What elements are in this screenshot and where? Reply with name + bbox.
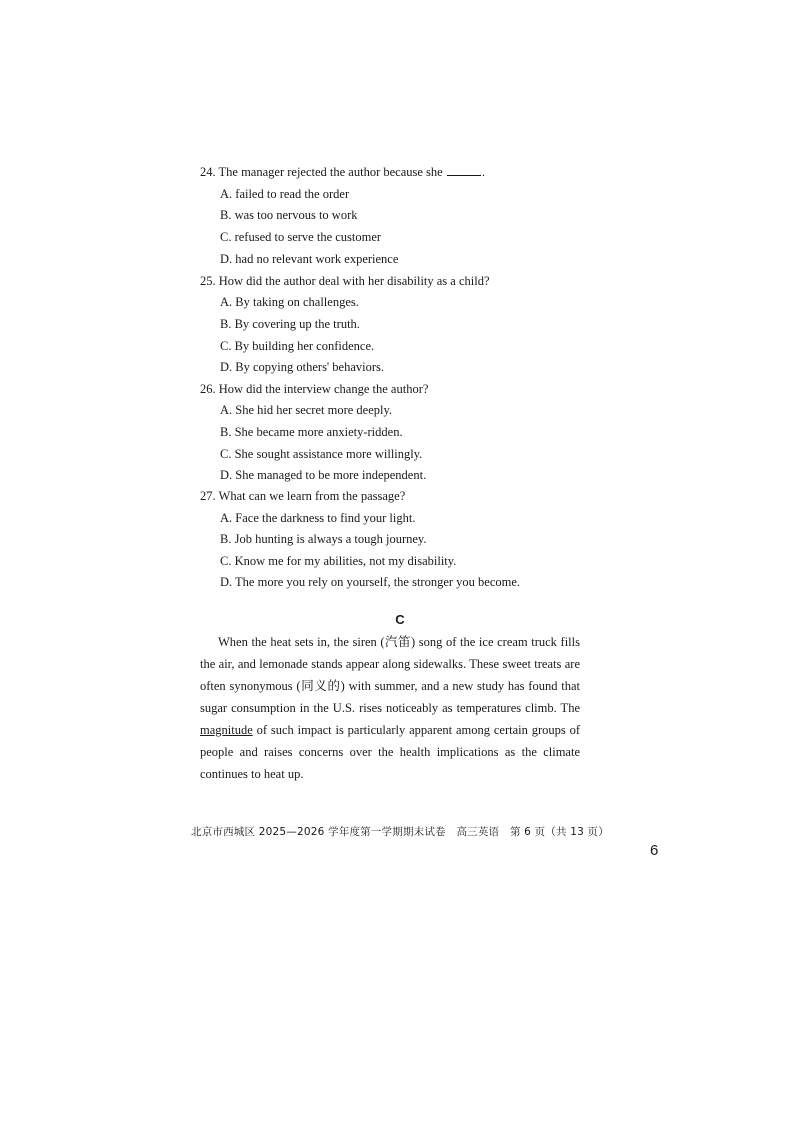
passage-text-part-1: When the heat sets in, the siren (汽笛) song of the ice cream truck fills the air, and lemonade stands appear along sidewalks. These sweet treats are often synonymous (同义的) with summer, and a new study has found that sugar consumption in the U.S. rises noticeably as temperatures climb. The [200, 635, 580, 715]
question-25-option-a: A. By taking on challenges. [220, 295, 359, 309]
section-c-passage [200, 631, 580, 785]
question-27-option-d: D. The more you rely on yourself, the stronger you become. [220, 575, 521, 589]
question-24-option-b: B. was too nervous to work [220, 208, 358, 222]
answer-blank [447, 165, 481, 176]
question-26-stem: 26. How did the interview change the author? [200, 382, 429, 396]
question-24-option-c: C. refused to serve the customer [220, 230, 382, 244]
passage-underlined-word: magnitude [200, 723, 253, 737]
question-25-option-b: B. By covering up the truth. [220, 317, 360, 331]
passage-text-part-2: of such impact is particularly apparent among certain groups of people and raises concerns over the health implications as the climate continues to heat up. [200, 723, 580, 781]
question-27-option-b: B. Job hunting is always a tough journey. [220, 532, 427, 546]
question-26-option-d: D. She managed to be more independent. [220, 468, 427, 482]
question-24-stem [200, 164, 485, 180]
page-number: 6 [650, 842, 659, 859]
question-26-option-b: B. She became more anxiety-ridden. [220, 425, 403, 439]
question-27-option-a: A. Face the darkness to find your light. [220, 511, 416, 525]
page-footer: 北京市西城区 2025—2026 学年度第一学期期末试卷 高三英语 第 6 页（共 13 页） [191, 826, 609, 838]
question-26-option-a: A. She hid her secret more deeply. [220, 403, 393, 417]
question-25-stem: 25. How did the author deal with her disability as a child? [200, 274, 490, 288]
question-24-end: . [481, 165, 485, 179]
question-25-option-d: D. By copying others' behaviors. [220, 360, 385, 374]
question-25-option-c: C. By building her confidence. [220, 339, 375, 353]
question-24-text: 24. The manager rejected the author because she [200, 165, 443, 179]
question-24-option-a: A. failed to read the order [220, 187, 350, 201]
question-24-option-d: D. had no relevant work experience [220, 252, 399, 266]
question-27-option-c: C. Know me for my abilities, not my disability. [220, 554, 457, 568]
question-27-stem: 27. What can we learn from the passage? [200, 489, 406, 503]
section-c-title: C [395, 612, 405, 627]
question-26-option-c: C. She sought assistance more willingly. [220, 447, 423, 461]
